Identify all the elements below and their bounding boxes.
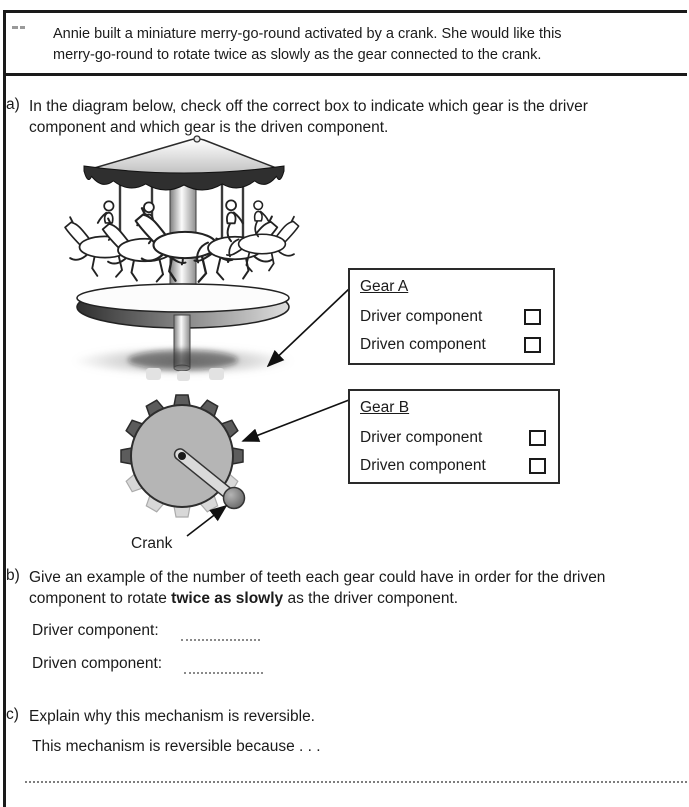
part-b-line-1: Give an example of the number of teeth each gear could have in order for the driven [29, 569, 606, 586]
gear-a-title: Gear A [360, 278, 409, 295]
gear-a-driver-checkbox[interactable] [524, 309, 541, 325]
part-b-line-2 [29, 588, 605, 609]
part-b-line-2-post: as the driver component. [283, 590, 459, 607]
intro-statement [53, 24, 562, 66]
scan-artifact-mark [20, 26, 25, 29]
gear-b-driven-label: Driven component [360, 457, 486, 474]
part-b-label: b) [6, 567, 20, 584]
gear-a-driven-label: Driven component [360, 336, 486, 353]
driven-teeth-field [32, 653, 263, 674]
part-b-text [29, 567, 605, 609]
gear-b-driven-checkbox[interactable] [529, 458, 546, 474]
gear-b-box [348, 389, 560, 484]
driven-teeth-blank[interactable] [184, 657, 263, 674]
gear-a-disc [73, 346, 293, 381]
crank-pivot [178, 452, 186, 460]
driver-teeth-field [32, 620, 260, 641]
gear-b-driver-row [360, 429, 546, 446]
merry-go-round-diagram [0, 130, 689, 570]
gear-a-driven-row [360, 336, 541, 353]
part-b-line-2-bold: twice as slowly [171, 590, 284, 607]
crank-knob[interactable] [224, 488, 245, 509]
gear-a-driven-checkbox[interactable] [524, 337, 541, 353]
frame-top-line [3, 10, 687, 13]
gear-b-driver-checkbox[interactable] [529, 430, 546, 446]
part-c-answer-line[interactable] [25, 781, 687, 783]
gear-b-driven-row [360, 457, 546, 474]
intro-line-2: merry-go-round to rotate twice as slowly as the gear connected to the crank. [53, 47, 542, 63]
intro-line-1: Annie built a miniature merry-go-round activated by a crank. She would like this [53, 26, 562, 42]
part-a-line-1: In the diagram below, check off the correct box to indicate which gear is the driver [29, 98, 588, 115]
part-a-line-2: component and which gear is the driven component. [29, 119, 389, 136]
scan-artifact-mark [12, 26, 18, 29]
gear-b-driver-label: Driver component [360, 429, 483, 446]
gear-b [121, 395, 245, 517]
gear-b-title: Gear B [360, 399, 410, 416]
part-b-line-2-pre: component to rotate [29, 590, 172, 607]
driver-teeth-blank[interactable] [181, 624, 260, 641]
part-c-label: c) [6, 706, 19, 723]
carousel-platform-top [77, 284, 289, 312]
header-divider-line [3, 73, 687, 76]
part-c-prompt: Explain why this mechanism is reversible. [29, 708, 315, 725]
gear-b-callout-arrow [243, 400, 349, 441]
gear-a-driver-label: Driver component [360, 308, 483, 325]
part-a-label: a) [6, 96, 20, 113]
crank-label: Crank [131, 535, 173, 552]
part-c-starter: This mechanism is reversible because . . . [32, 738, 321, 755]
driven-teeth-label: Driven component: [32, 655, 163, 672]
carousel-finial [194, 136, 200, 142]
driver-teeth-label: Driver component: [32, 622, 159, 639]
gear-a-box [348, 268, 555, 365]
gear-a-driver-row [360, 308, 541, 325]
